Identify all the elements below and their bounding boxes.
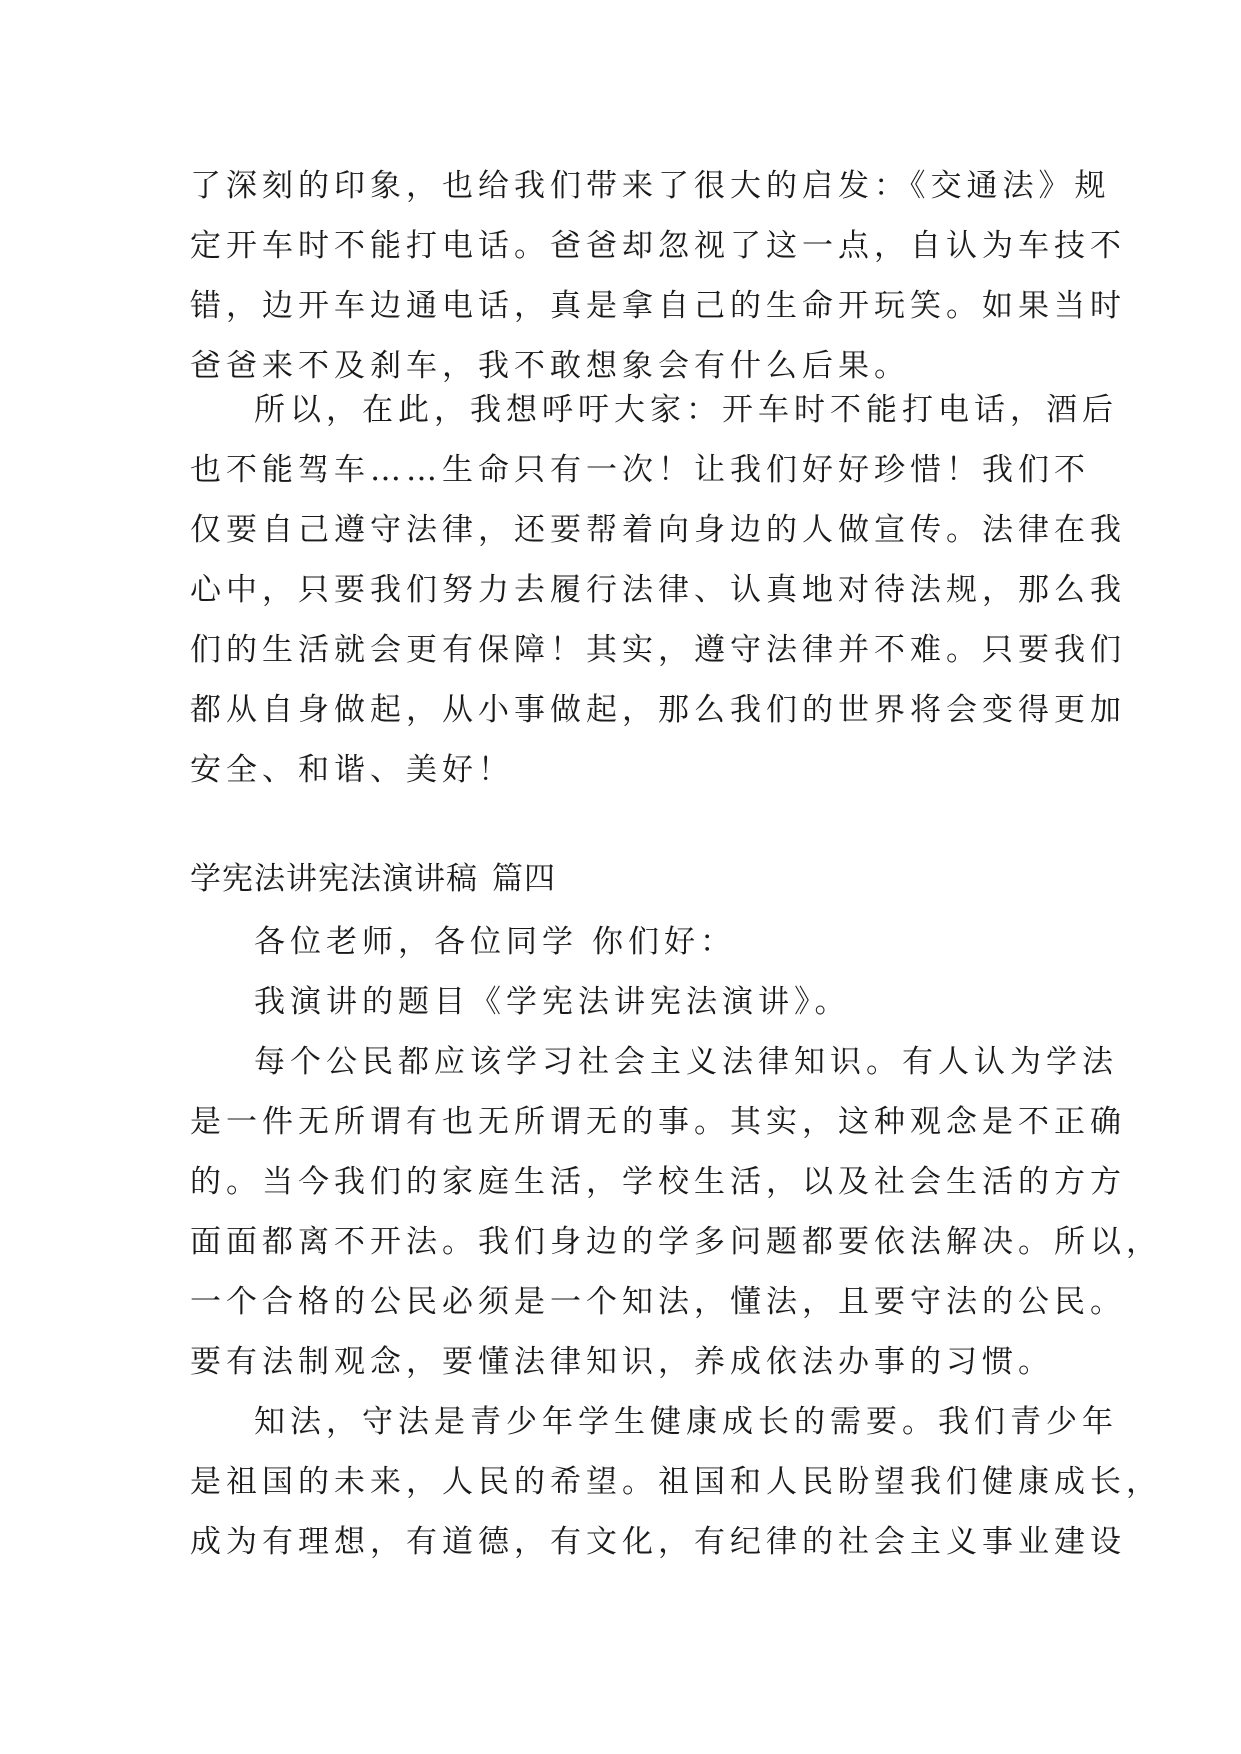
section-title: 学宪法讲宪法演讲稿 [190, 861, 478, 897]
text-line: 仅要自己遵守法律，还要帮着向身边的人做宣传。法律在我 [190, 512, 1126, 548]
paragraph-continued [190, 156, 1126, 396]
text-line: 是一件无所谓有也无所谓无的事。其实，这种观念是不正确 [190, 1104, 1126, 1140]
text-line: 爸爸来不及刹车，我不敢想象会有什么后果。 [190, 348, 910, 384]
text-line: 也不能驾车……生命只有一次！让我们好好珍惜！我们不 [190, 452, 1090, 488]
text-line: 一个合格的公民必须是一个知法，懂法，且要守法的公民。 [190, 1284, 1126, 1320]
paragraph-appeal [190, 380, 1126, 800]
text-line: 定开车时不能打电话。爸爸却忽视了这一点，自认为车技不 [190, 228, 1126, 264]
text-line: 的。当今我们的家庭生活，学校生活，以及社会生活的方方 [190, 1164, 1126, 1200]
text-line: 错，边开车边通电话，真是拿自己的生命开玩笑。如果当时 [190, 288, 1126, 324]
text-line: 知法，守法是青少年学生健康成长的需要。我们青少年 [254, 1404, 1118, 1440]
text-line: 心中，只要我们努力去履行法律、认真地对待法规，那么我 [190, 572, 1126, 608]
text-line: 所以，在此，我想呼吁大家：开车时不能打电话，酒后 [254, 392, 1118, 428]
text-line: 面面都离不开法。我们身边的学多问题都要依法解决。所以， [190, 1224, 1162, 1260]
text-line: 了深刻的印象，也给我们带来了很大的启发：《交通法》规 [190, 168, 1111, 204]
text-line: 们的生活就会更有保障！其实，遵守法律并不难。只要我们 [190, 632, 1126, 668]
greeting-line [190, 912, 1050, 972]
text-line: 都从自身做起，从小事做起，那么我们的世界将会变得更加 [190, 692, 1126, 728]
speech-body [190, 912, 1162, 1572]
text-line: 安全、和谐、美好！ [190, 752, 514, 788]
text-line: 要有法制观念，要懂法律知识，养成依法办事的习惯。 [190, 1344, 1054, 1380]
greeting-part1: 各位老师，各位同学 [254, 924, 578, 960]
section-part: 篇四 [492, 861, 556, 897]
text-line: 成为有理想，有道德，有文化，有纪律的社会主义事业建设 [190, 1524, 1126, 1560]
topic-line: 我演讲的题目《学宪法讲宪法演讲》。 [254, 984, 851, 1020]
section-heading [190, 854, 556, 904]
greeting-part2: 你们好： [592, 924, 736, 960]
text-line: 每个公民都应该学习社会主义法律知识。有人认为学法 [254, 1044, 1118, 1080]
text-line: 是祖国的未来，人民的希望。祖国和人民盼望我们健康成长， [190, 1464, 1162, 1500]
